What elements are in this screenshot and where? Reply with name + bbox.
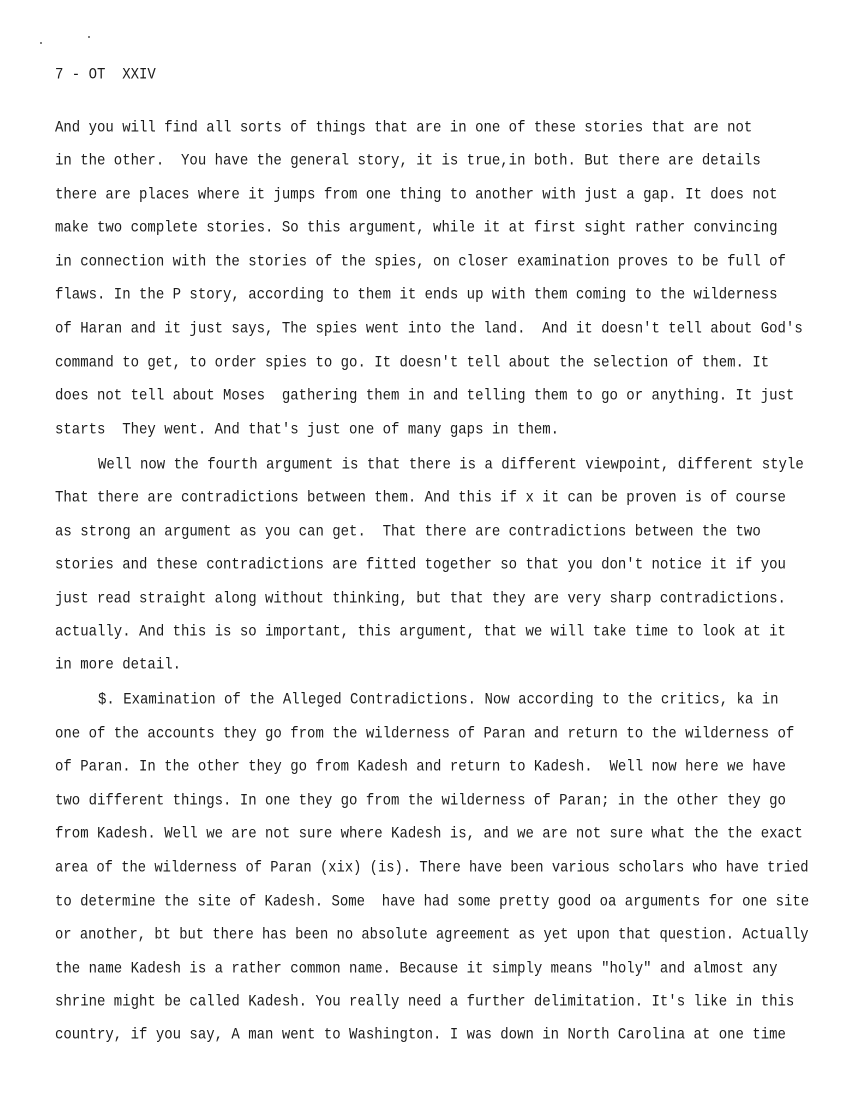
text-line: does not tell about Moses gathering them in and telling them to go or anything. It just [55,387,795,406]
text-line: as strong an argument as you can get. That there are contradictions between the two [55,523,761,542]
text-line: That there are contradictions between them. And this if x it can be proven is of course [55,489,786,508]
text-line: to determine the site of Kadesh. Some have had some pretty good oa arguments for one site [55,893,810,912]
text-line: in the other. You have the general story, it is true,in both. But there are details [55,152,761,171]
text-line: make two complete stories. So this argument, while it at first sight rather convincing [55,219,778,238]
text-line: starts They went. And that's just one of many gaps in them. [55,421,560,440]
section-heading-line: $. Examination of the Alleged Contradictions. Now according to the critics, ka in [98,691,779,710]
text-line: area of the wilderness of Paran (xix) (is). There have been various scholars who have tried [55,859,809,878]
text-line: the name Kadesh is a rather common name. Because it simply means "holy" and almost any [55,960,778,979]
scan-speck [88,36,90,38]
text-line: country, if you say, A man went to Washington. I was down in North Carolina at one time [55,1026,786,1045]
text-line: command to get, to order spies to go. It doesn't tell about the selection of them. It [55,354,770,373]
text-line: actually. And this is so important, this argument, that we will take time to look at it [55,623,786,642]
paragraph-start-line: Well now the fourth argument is that there is a different viewpoint, different style [98,456,804,475]
text-line: flaws. In the P story, according to them it ends up with them coming to the wilderness [55,286,778,305]
text-line: in connection with the stories of the spies, on closer examination proves to be full of [55,253,786,272]
text-line: two different things. In one they go from the wilderness of Paran; in the other they go [55,792,786,811]
text-line: there are places where it jumps from one thing to another with just a gap. It does not [55,186,778,205]
text-line: or another, bt but there has been no absolute agreement as yet upon that question. Actually [55,926,809,945]
text-line: one of the accounts they go from the wilderness of Paran and return to the wilderness of [55,725,795,744]
text-line: of Haran and it just says, The spies went into the land. And it doesn't tell about God's [55,320,803,339]
page-header: 7 - OT XXIV [55,66,156,85]
text-line: from Kadesh. Well we are not sure where Kadesh is, and we are not sure what the the exact [55,825,803,844]
text-line: of Paran. In the other they go from Kadesh and return to Kadesh. Well now here we have [55,758,786,777]
text-line: shrine might be called Kadesh. You really need a further delimitation. It's like in this [55,993,795,1012]
text-line: just read straight along without thinking, but that they are very sharp contradictions. [55,590,786,609]
text-line: stories and these contradictions are fitted together so that you don't notice it if you [55,556,786,575]
text-line: And you will find all sorts of things that are in one of these stories that are not [55,119,753,138]
scan-speck [40,42,42,44]
text-line: in more detail. [55,656,182,675]
